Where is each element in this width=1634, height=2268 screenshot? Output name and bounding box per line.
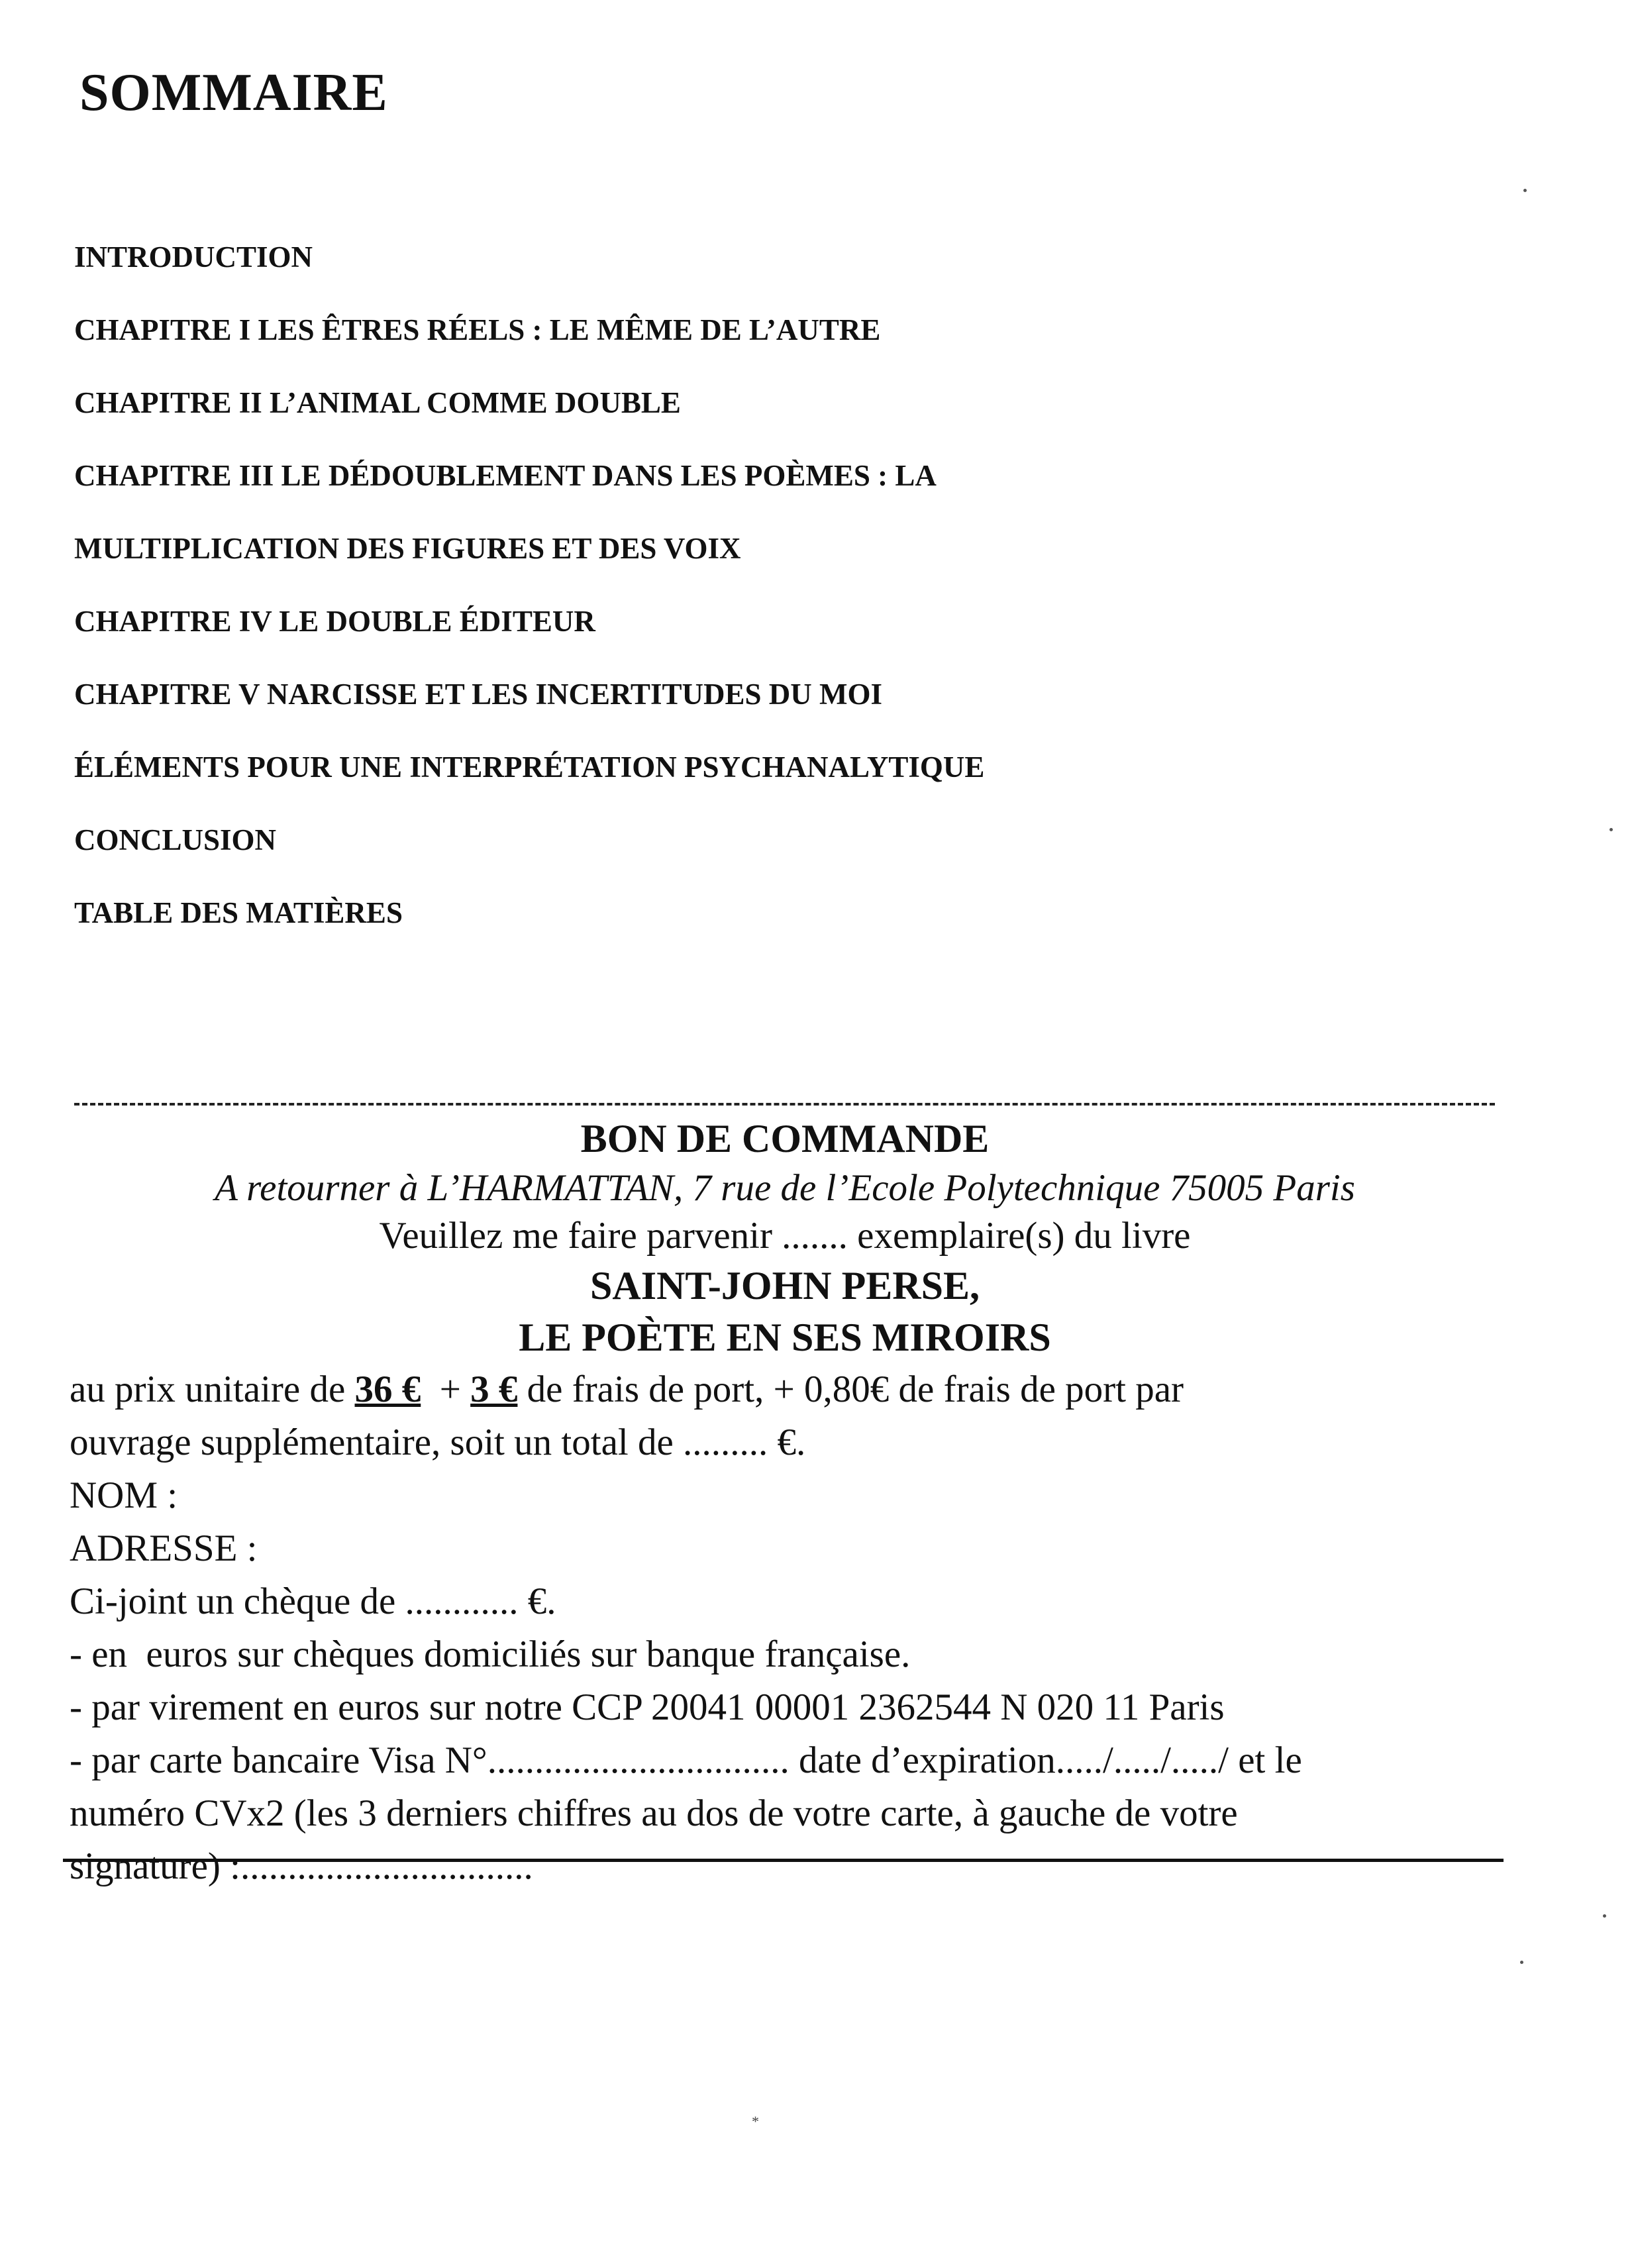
unit-price: 36 € <box>354 1368 421 1410</box>
order-form-heading: BON DE COMMANDE <box>580 1117 990 1160</box>
toc-item-psychoanalytic: ÉLÉMENTS POUR UNE INTERPRÉTATION PSYCHANALYTIQUE <box>74 750 985 784</box>
book-title-line-2: LE POÈTE EN SES MIROIRS <box>519 1315 1051 1359</box>
footer-mark: * <box>752 2113 759 2130</box>
cheque-line: Ci-joint un chèque de ............ €. <box>70 1580 556 1622</box>
copies-request-line: Veuillez me faire parvenir ....... exemplaire(s) du livre <box>379 1215 1191 1257</box>
total-line: ouvrage supplémentaire, soit un total de ......... €. <box>70 1421 806 1463</box>
toc-item-chapter-2: CHAPITRE II L’ANIMAL COMME DOUBLE <box>74 386 681 419</box>
toc-item-chapter-1: CHAPITRE I LES ÊTRES RÉELS : LE MÊME DE L’AUTRE <box>74 313 881 346</box>
toc-item-chapter-4: CHAPITRE IV LE DOUBLE ÉDITEUR <box>74 605 595 638</box>
book-title-line-1: SAINT-JOHN PERSE, <box>590 1264 980 1308</box>
order-form-body <box>63 1363 1507 1893</box>
scan-speck <box>1609 828 1613 831</box>
payment-option-card: - par carte bancaire Visa N°................................ date d’expiration...../...../...../ et le <box>70 1739 1302 1781</box>
return-address: A retourner à L’HARMATTAN, 7 rue de l’Ecole Polytechnique 75005 Paris <box>215 1167 1355 1209</box>
name-field-label: NOM : <box>70 1474 178 1516</box>
toc-item-chapter-3-continued: MULTIPLICATION DES FIGURES ET DES VOIX <box>74 532 741 565</box>
scan-speck <box>1603 1914 1606 1918</box>
cut-line-divider <box>74 1103 1495 1106</box>
shipping-price: 3 € <box>470 1368 518 1410</box>
scan-speck <box>1520 1961 1523 1964</box>
toc-item-table-of-contents: TABLE DES MATIÈRES <box>74 896 403 929</box>
form-bottom-rule <box>63 1859 1504 1862</box>
price-plus: + <box>421 1368 471 1410</box>
toc-item-conclusion: CONCLUSION <box>74 823 277 856</box>
cvx-line: numéro CVx2 (les 3 derniers chiffres au dos de votre carte, à gauche de votre <box>70 1792 1238 1834</box>
page-title: SOMMAIRE <box>79 64 388 122</box>
address-field-label: ADRESSE : <box>70 1527 258 1569</box>
table-of-contents <box>74 237 984 966</box>
payment-option-cheque: - en euros sur chèques domiciliés sur banque française. <box>70 1633 911 1675</box>
price-suffix: de frais de port, + 0,80€ de frais de port par <box>517 1368 1184 1410</box>
scan-speck <box>1523 189 1527 192</box>
toc-item-chapter-5: CHAPITRE V NARCISSE ET LES INCERTITUDES DU MOI <box>74 678 882 711</box>
signature-line: signature) :............................... <box>70 1845 533 1887</box>
price-prefix: au prix unitaire de <box>70 1368 355 1410</box>
payment-option-transfer: - par virement en euros sur notre CCP 20041 00001 2362544 N 020 11 Paris <box>70 1686 1225 1728</box>
toc-item-chapter-3: CHAPITRE III LE DÉDOUBLEMENT DANS LES POÈMES : LA <box>74 459 937 492</box>
price-line <box>70 1363 1507 1416</box>
toc-item-introduction: INTRODUCTION <box>74 240 313 274</box>
order-form <box>63 1113 1507 1893</box>
